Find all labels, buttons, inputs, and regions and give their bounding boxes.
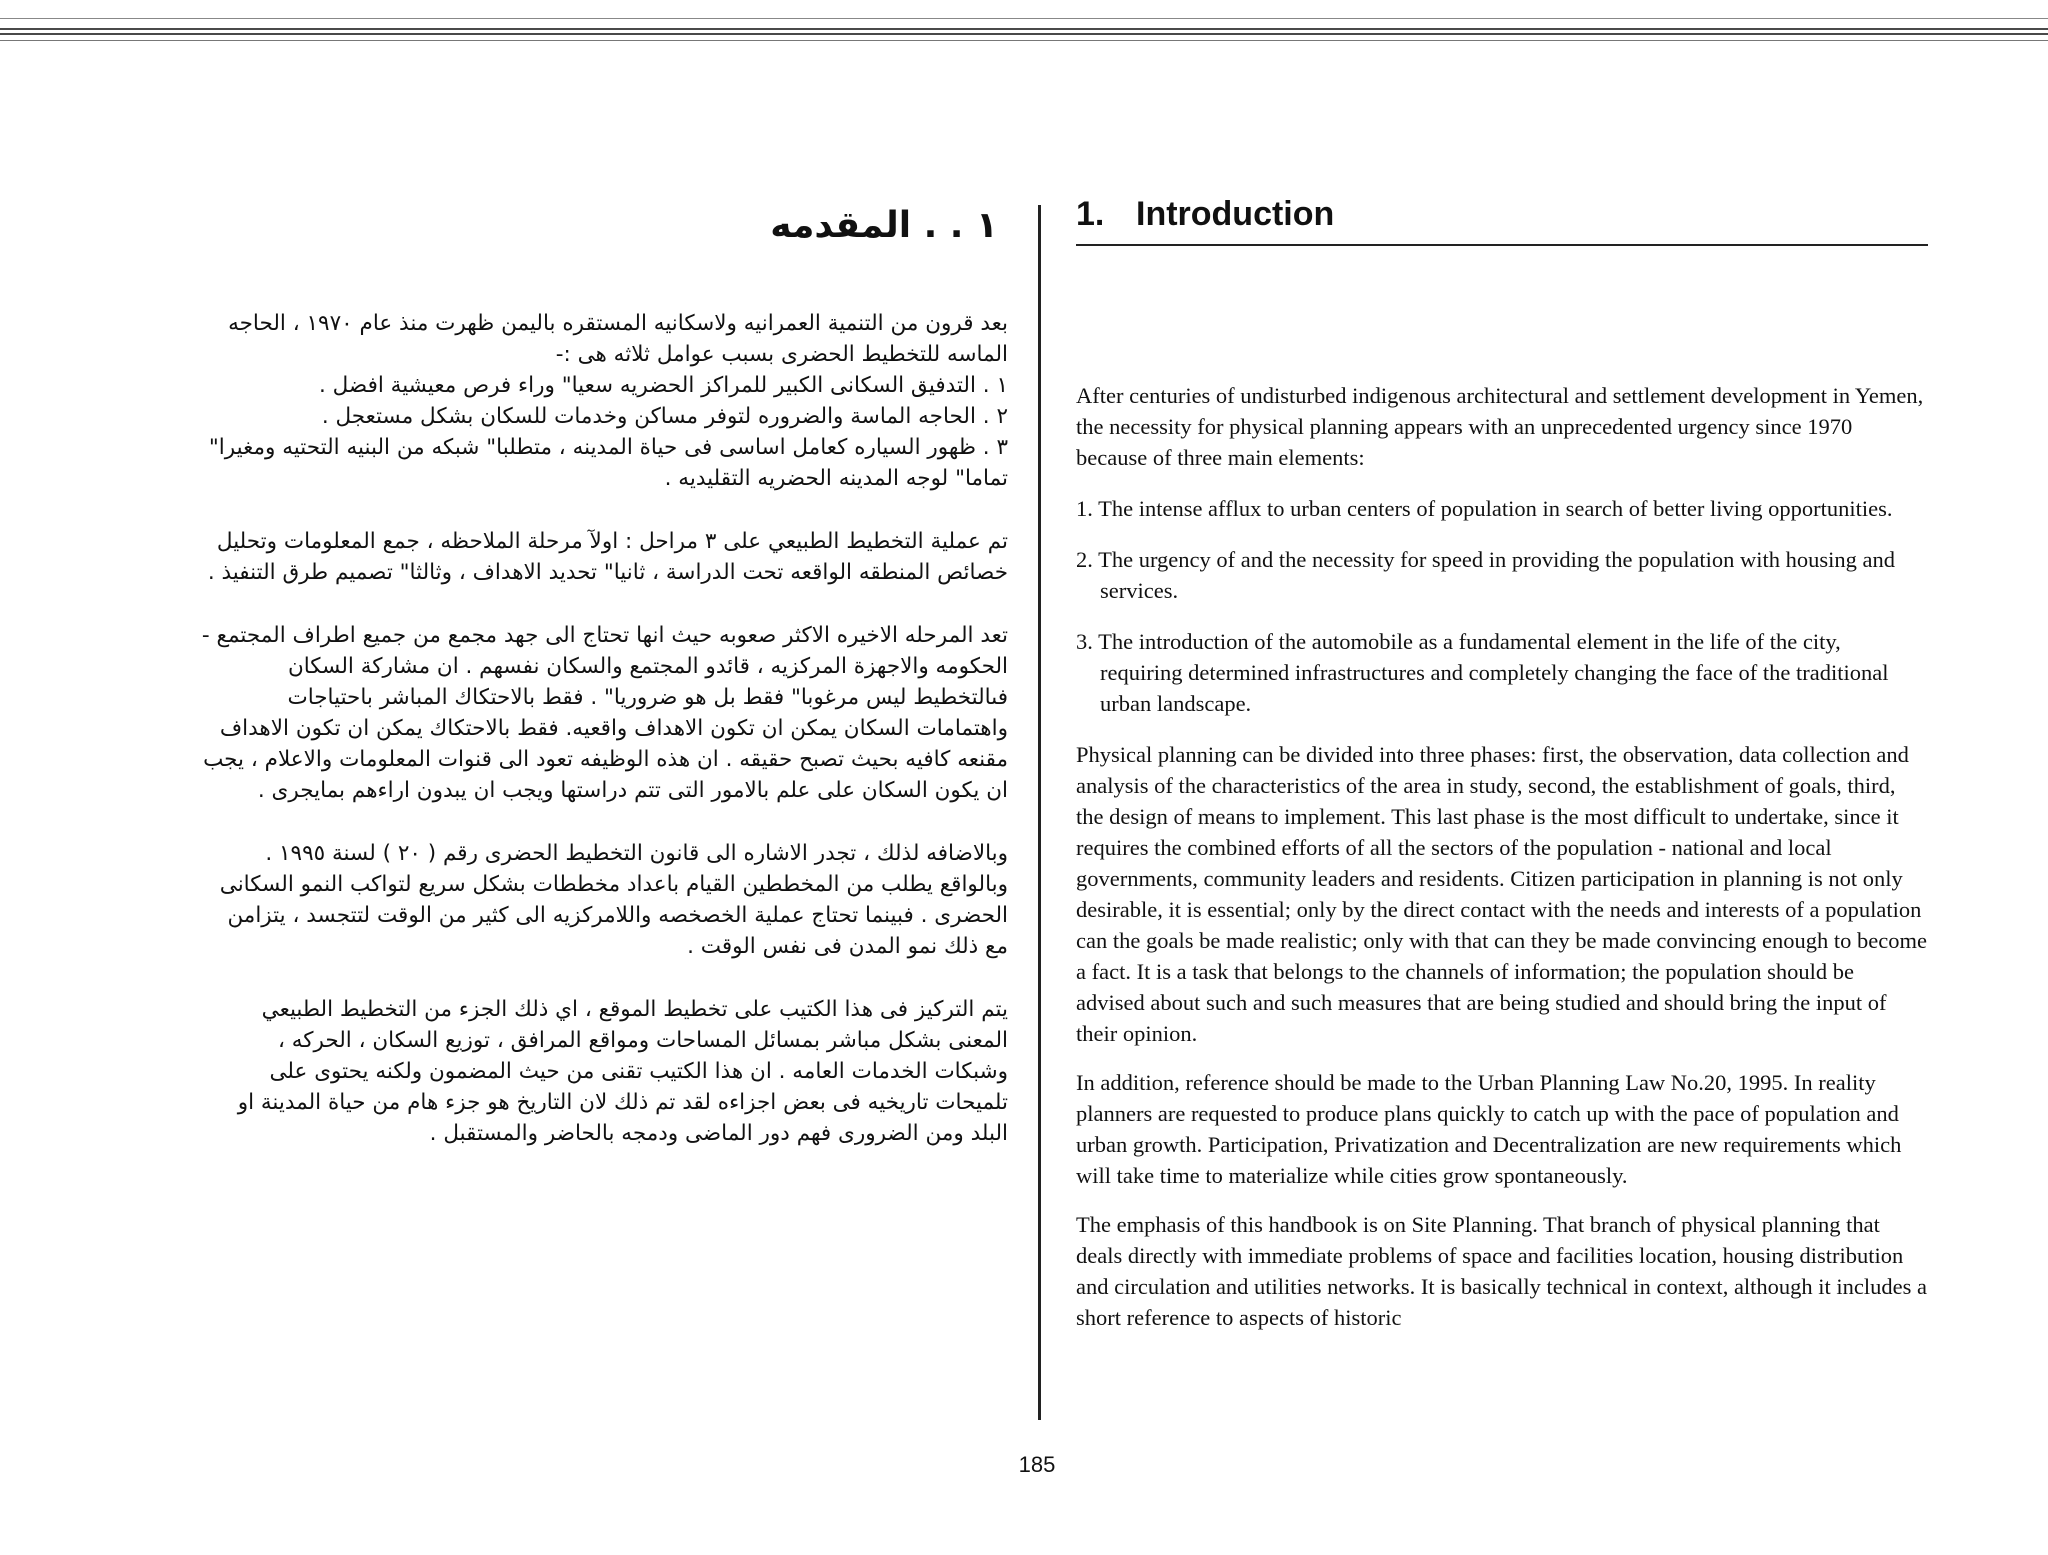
- header-rule: [0, 40, 2048, 41]
- arabic-list-item: ٢ . الحاجه الماسة والضروره لتوفر مساكن وخدمات للسكان بشكل مستعجل .: [321, 404, 1008, 429]
- arabic-paragraph: وبالاضافه لذلك ، تجدر الاشاره الى قانون التخطيط الحضرى رقم ( ٢٠ ) لسنة ١٩٩٥ . وبالواقع يطلب من المخططين القيام باعداد مخططات بشكل سريع لتواكب النمو السكانى الحضرى . فبينما تحتاج عملية الخصخصه واللامركزيه الى كثير من الوقت لتتجسد ، يتزامن مع ذلك نمو المدن فى نفس الوقت .: [219, 841, 1008, 959]
- english-intro: After centuries of undisturbed indigenous architectural and settlement development in Yemen, the necessity for physical planning appears with an unprecedented urgency since 1970 because of three main elements:: [1076, 383, 1924, 470]
- arabic-heading: ١ . . المقدمه: [770, 205, 998, 246]
- english-heading: [1076, 195, 1928, 246]
- page-number: 185: [1018, 1452, 1056, 1477]
- arabic-list: [198, 370, 1008, 494]
- arabic-intro: بعد قرون من التنمية العمرانيه ولاسكانيه المستقره باليمن ظهرت منذ عام ١٩٧٠ ، الحاجه الماسه للتخطيط الحضرى بسبب عوامل ثلاثه هى :-: [228, 311, 1008, 367]
- header-rule: [0, 28, 2048, 30]
- arabic-paragraph: يتم التركيز فى هذا الكتيب على تخطيط الموقع ، اي ذلك الجزء من التخطيط الطبيعي المعنى بشكل مباشر بمسائل المساحات ومواقع المرافق ، توزيع السكان ، الحركه ، وشبكات الخدمات العامه . ان هذا الكتيب تقنى من حيث المضمون ولكنه يحتوى على تلميحات تاريخيه فى بعض اجزاءه لقد تم ذلك لان التاريخ هو جزء هام من حياة المدينة او البلد ومن الضرورى فهم دور الماضى ودمجه بالحاضر والمستقبل .: [237, 997, 1008, 1146]
- arabic-column: [198, 205, 1008, 1149]
- header-rule: [0, 18, 2048, 19]
- column-divider: [1038, 205, 1041, 1420]
- heading-title: Introduction: [1136, 195, 1335, 233]
- arabic-list-item: ١ . التدفيق السكانى الكبير للمراكز الحضريه سعيا" وراء فرص معيشية افضل .: [318, 373, 1008, 398]
- english-list-item: 3. The introduction of the automobile as a fundamental element in the life of the city, requiring determined infrastructures and completely changing the face of the traditional urban landscape.: [1076, 629, 1889, 716]
- english-list-item: 1. The intense afflux to urban centers of population in search of better living opportunities.: [1076, 496, 1893, 521]
- english-column: [1076, 195, 1928, 1333]
- heading-number: 1.: [1076, 195, 1105, 233]
- english-paragraph: The emphasis of this handbook is on Site Planning. That branch of physical planning that deals directly with immediate problems of space and facilities location, housing distribution and circulation and utilities networks. It is basically technical in context, although it includes a short reference to aspects of historic: [1076, 1212, 1928, 1330]
- arabic-list-item: ٣ . ظهور السياره كعامل اساسى فى حياة المدينه ، متطلبا" شبكه من البنيه التحتيه ومغيرا" تماما" لوجه المدينه الحضريه التقليديه .: [208, 435, 1008, 491]
- english-list: [1076, 493, 1928, 719]
- header-rule: [0, 33, 2048, 35]
- arabic-paragraph: تعد المرحله الاخيره الاكثر صعوبه حيث انها تحتاج الى جهد مجمع من جميع اطراف المجتمع - الحكومه والاجهزة المركزيه ، قائدو المجتمع والسكان نفسهم . ان مشاركة السكان فىالتخطيط ليس مرغوبا" فقط بل هو ضروريا" . فقط بالاحتكاك المباشر باحتياجات واهتمامات السكان يمكن ان تكون الاهداف واقعيه. فقط بالاحتكاك يمكن ان تكون الاهداف مقنعه كافيه بحيث تصبح حقيقه . ان هذه الوظيفه تعود الى قنوات المعلومات والاعلام ، يجب ان يكون السكان على علم بالامور التى تتم دراستها ويجب ان يبدون اراءهم بمايجرى .: [201, 623, 1008, 803]
- english-list-item: 2. The urgency of and the necessity for speed in providing the population with housing and services.: [1076, 547, 1896, 603]
- english-paragraph: Physical planning can be divided into three phases: first, the observation, data collection and analysis of the characteristics of the area in study, second, the establishment of goals, third, the design of means to implement. This last phase is the most difficult to undertake, since it requires the combined efforts of all the sectors of the population - national and local governments, community leaders and residents. Citizen participation in planning is not only desirable, it is essential; only by the direct contact with the needs and interests of a population can the goals be made realistic; only with that can they be made convincing enough to become a fact. It is a task that belongs to the channels of information; the population should be advised about such and such measures that are being studied and should bring the input of their opinion.: [1076, 742, 1927, 1046]
- header-rules: [0, 18, 2048, 48]
- arabic-paragraph: تم عملية التخطيط الطبيعي على ٣ مراحل : اولآ مرحلة الملاحظه ، جمع المعلومات وتحليل خصائص المنطقه الواقعه تحت الدراسة ، ثانيا" تحديد الاهداف ، وثالثا" تصميم طرق التنفيذ .: [207, 529, 1008, 585]
- english-paragraph: In addition, reference should be made to the Urban Planning Law No.20, 1995. In reality planners are requested to produce plans quickly to catch up with the pace of population and urban growth. Participation, Privatization and Decentralization are new requirements which will take time to materialize while cities grow spontaneously.: [1076, 1070, 1902, 1188]
